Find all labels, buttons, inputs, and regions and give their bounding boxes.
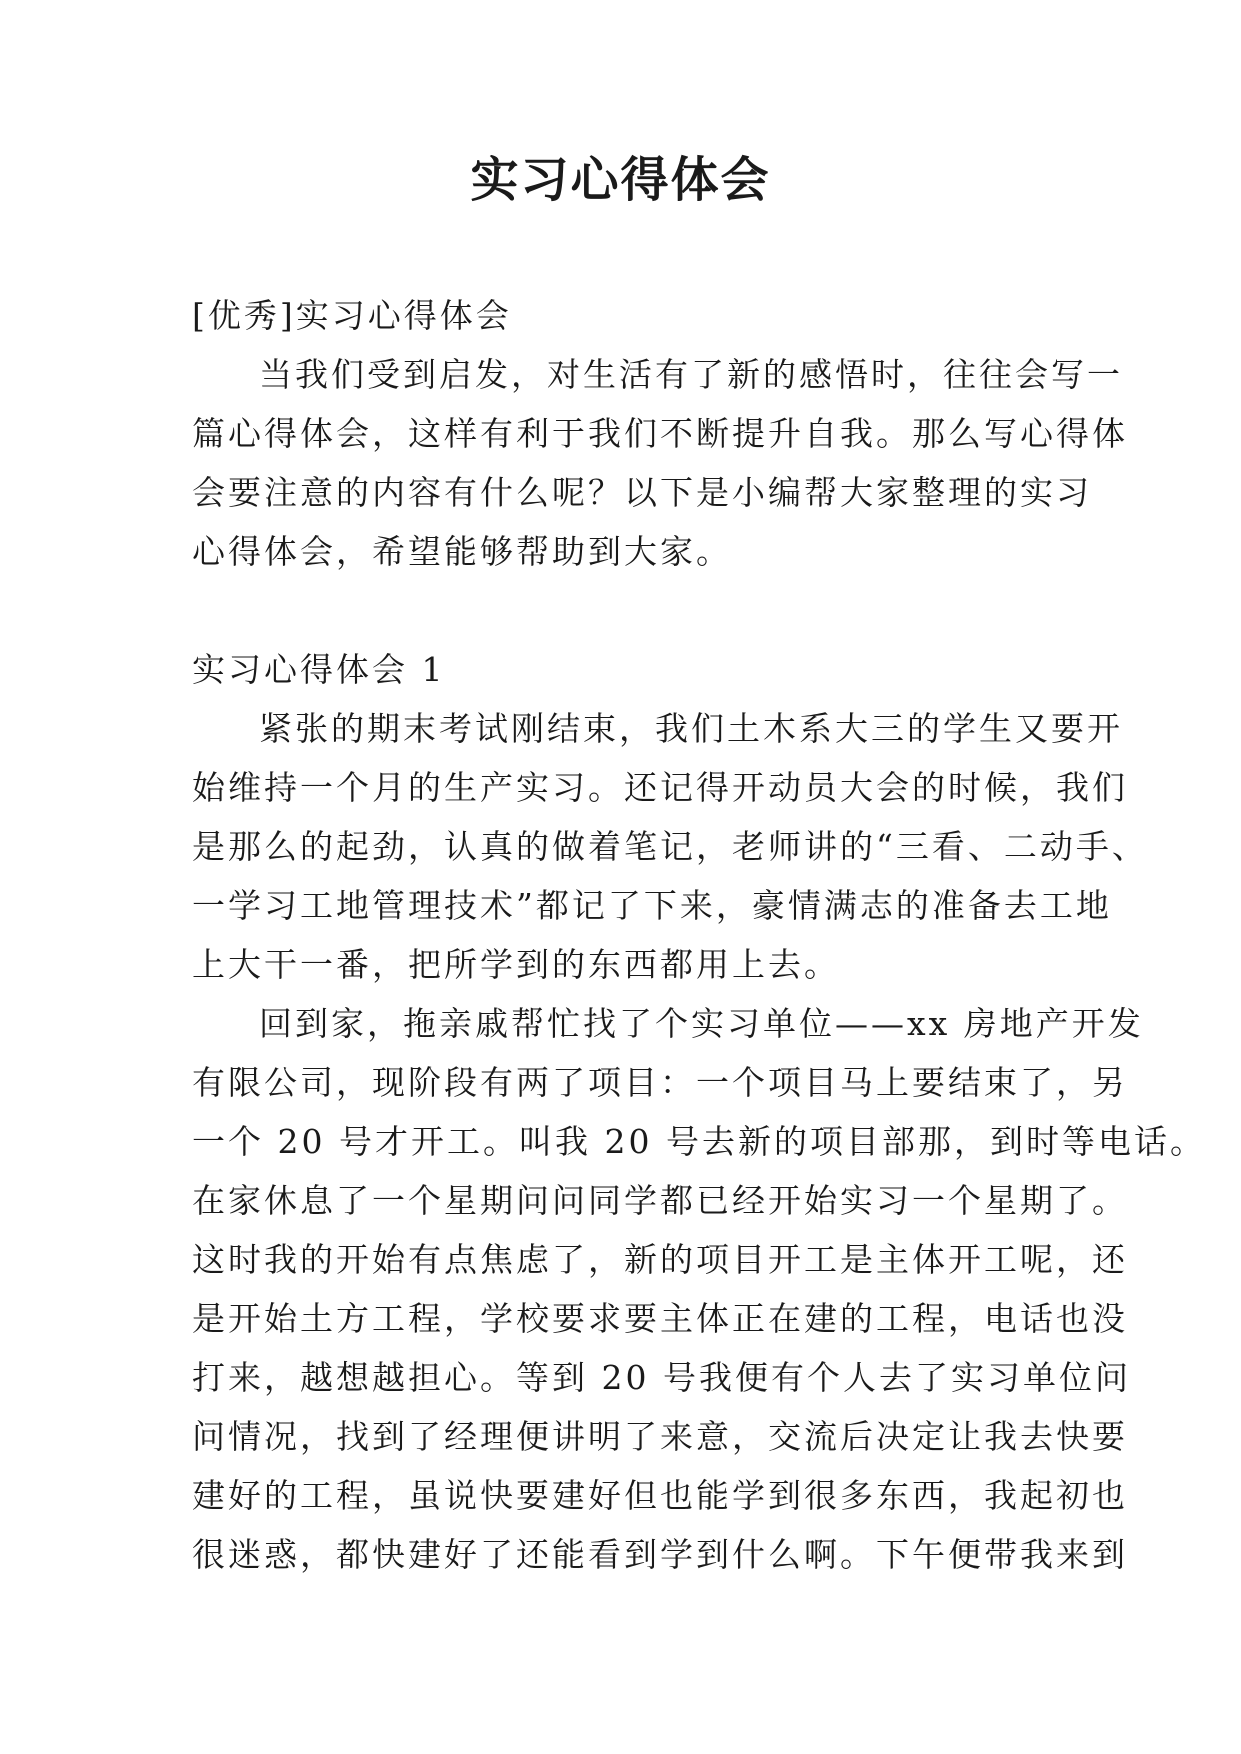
paragraph2-line: 一个 20 号才开工。叫我 20 号去新的项目部那，到时等电话。 xyxy=(192,1122,1206,1161)
paragraph1-line: 紧张的期末考试刚结束，我们土木系大三的学生又要开 xyxy=(259,709,1123,748)
paragraph1-line: 始维持一个月的生产实习。还记得开动员大会的时候，我们 xyxy=(192,768,1128,807)
paragraph2-line: 很迷惑，都快建好了还能看到学到什么啊。下午便带我来到 xyxy=(192,1535,1128,1574)
paragraph2-line: 有限公司，现阶段有两了项目：一个项目马上要结束了，另 xyxy=(192,1063,1128,1102)
paragraph1-line: 上大干一番，把所学到的东西都用上去。 xyxy=(192,945,840,984)
paragraph2-line: 回到家，拖亲戚帮忙找了个实习单位——xx 房地产开发 xyxy=(259,1004,1144,1043)
paragraph2-line: 问情况，找到了经理便讲明了来意，交流后决定让我去快要 xyxy=(192,1417,1128,1456)
document-subtitle: [优秀]实习心得体会 xyxy=(192,296,512,335)
paragraph2-line: 建好的工程，虽说快要建好但也能学到很多东西，我起初也 xyxy=(192,1476,1128,1515)
paragraph2-line: 是开始土方工程，学校要求要主体正在建的工程，电话也没 xyxy=(192,1299,1128,1338)
paragraph2-line: 在家休息了一个星期问问同学都已经开始实习一个星期了。 xyxy=(192,1181,1128,1220)
section-heading: 实习心得体会 1 xyxy=(192,650,446,689)
intro-line: 篇心得体会，这样有利于我们不断提升自我。那么写心得体 xyxy=(192,414,1128,453)
paragraph2-line: 这时我的开始有点焦虑了，新的项目开工是主体开工呢，还 xyxy=(192,1240,1128,1279)
paragraph1-line: 是那么的起劲，认真的做着笔记，老师讲的“三看、二动手、 xyxy=(192,827,1148,866)
paragraph-spacer xyxy=(192,581,1072,640)
intro-line: 当我们受到启发，对生活有了新的感悟时，往往会写一 xyxy=(259,355,1123,394)
intro-line: 会要注意的内容有什么呢？以下是小编帮大家整理的实习 xyxy=(192,473,1092,512)
paragraph2-line: 打来，越想越担心。等到 20 号我便有个人去了实习单位问 xyxy=(192,1358,1131,1397)
intro-line: 心得体会，希望能够帮助到大家。 xyxy=(192,532,732,571)
document-body xyxy=(192,286,1206,1584)
document-title: 实习心得体会 xyxy=(470,152,771,208)
paragraph1-line: 一学习工地管理技术”都记了下来，豪情满志的准备去工地 xyxy=(192,886,1112,925)
